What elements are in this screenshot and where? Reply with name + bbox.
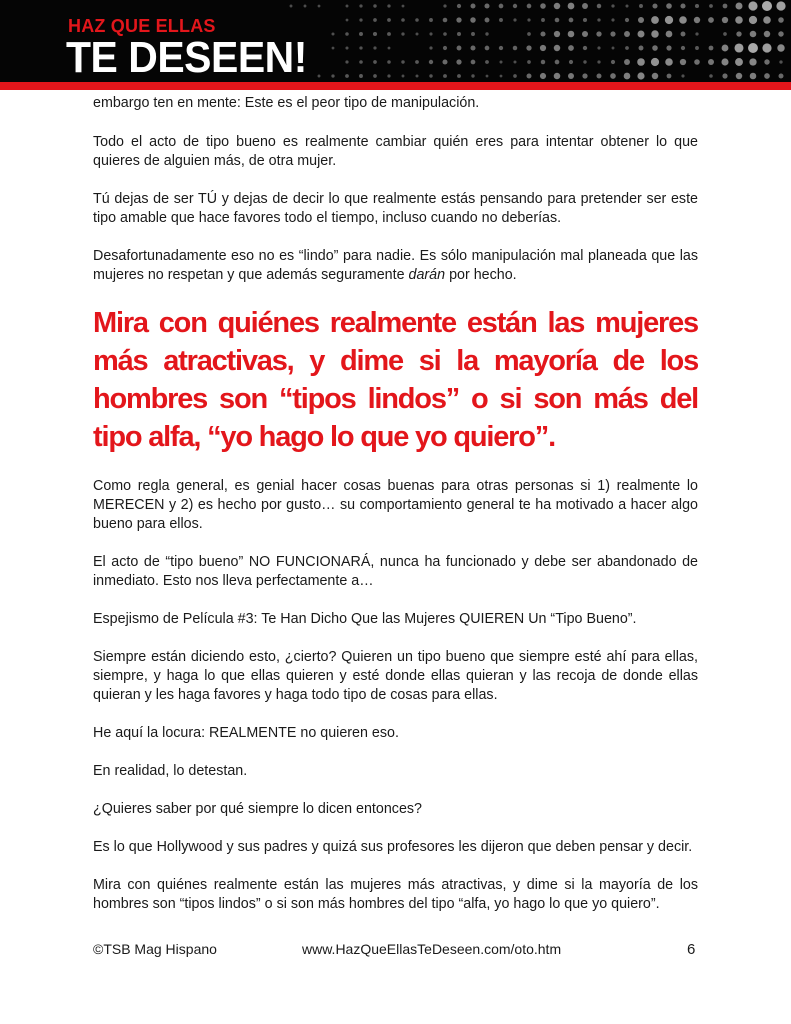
halftone-dot xyxy=(639,46,644,51)
paragraph: Es lo que Hollywood y sus padres y quizá sus profesores les dijeron que deben pensar y decir. xyxy=(93,839,693,855)
halftone-dot xyxy=(722,45,729,52)
halftone-dot xyxy=(651,30,659,38)
halftone-dot xyxy=(457,46,462,51)
halftone-dot xyxy=(597,4,601,8)
halftone-dot xyxy=(568,3,575,10)
halftone-dot xyxy=(722,73,727,78)
halftone-dot xyxy=(513,18,516,21)
halftone-dot xyxy=(373,32,377,36)
halftone-dot xyxy=(665,58,673,66)
halftone-dot xyxy=(457,32,461,36)
halftone-dot xyxy=(569,60,573,64)
halftone-dot xyxy=(388,47,391,50)
halftone-dot xyxy=(582,31,588,37)
halftone-dot xyxy=(764,59,769,64)
halftone-dot xyxy=(387,74,390,77)
halftone-dot xyxy=(555,60,560,65)
halftone-dot xyxy=(318,5,321,8)
halftone-dot xyxy=(568,73,574,79)
halftone-dot xyxy=(500,75,503,78)
halftone-dot xyxy=(709,4,713,8)
halftone-dot xyxy=(721,58,728,65)
halftone-dot xyxy=(331,32,334,35)
halftone-dot xyxy=(429,60,433,64)
halftone-dot xyxy=(499,18,503,22)
halftone-dot xyxy=(582,73,587,78)
halftone-dot xyxy=(583,18,587,22)
halftone-dot xyxy=(401,32,404,35)
halftone-dot xyxy=(610,73,616,79)
halftone-dot xyxy=(541,18,545,22)
header-red-stripe xyxy=(0,82,791,90)
halftone-dot xyxy=(387,4,390,7)
halftone-dot xyxy=(346,5,349,8)
halftone-dot xyxy=(681,46,685,50)
halftone-dot xyxy=(750,73,757,80)
halftone-dot xyxy=(443,18,448,23)
halftone-dot xyxy=(471,60,476,65)
halftone-dot xyxy=(373,60,377,64)
halftone-dot xyxy=(471,32,475,36)
halftone-dot xyxy=(485,18,490,23)
halftone-dot xyxy=(540,73,546,79)
halftone-dot xyxy=(526,45,531,50)
halftone-dot xyxy=(442,59,447,64)
halftone-dot xyxy=(443,4,446,7)
halftone-dot xyxy=(470,17,476,23)
halftone-dot xyxy=(499,60,502,63)
paragraph: El acto de “tipo bueno” NO FUNCIONARÁ, nunca ha funcionado y debe ser abandonado de inmediato. Esto nos lleva perfectamente a… xyxy=(93,554,698,589)
page-number: 6 xyxy=(687,941,696,958)
halftone-dot xyxy=(402,5,405,8)
halftone-dot xyxy=(318,75,321,78)
halftone-dot xyxy=(778,31,783,36)
halftone-dot xyxy=(331,74,334,77)
footer-url: www.HazQueEllasTeDeseen.com/oto.htm xyxy=(302,941,562,957)
halftone-dot xyxy=(681,32,686,37)
halftone-dot xyxy=(779,74,784,79)
halftone-dot xyxy=(415,60,419,64)
halftone-dot xyxy=(652,3,657,8)
halftone-dot xyxy=(666,31,673,38)
halftone-dot xyxy=(485,60,489,64)
halftone-dot xyxy=(540,45,546,51)
halftone-dots-decoration xyxy=(250,0,791,82)
halftone-dot xyxy=(443,74,447,78)
halftone-dot xyxy=(597,18,600,21)
paragraph: Todo el acto de tipo bueno es realmente cambiar quién eres para intentar obtener lo que quieres de alguien más, de otra mujer. xyxy=(93,134,698,169)
brand-title-line1: HAZ QUE ELLAS xyxy=(68,16,216,36)
paragraph: Tú dejas de ser TÚ y dejas de decir lo que realmente estás pensando para pretender ser este tipo amable que hace favores todo el tiempo, incluso cuando no deberías. xyxy=(93,191,698,226)
halftone-dot xyxy=(763,16,771,24)
halftone-dot xyxy=(499,46,503,50)
halftone-dot xyxy=(387,32,391,36)
section-heading: Espejismo de Película #3: Te Han Dicho Que las Mujeres QUIEREN Un “Tipo Bueno”. xyxy=(93,611,637,627)
paragraph: ¿Quieres saber por qué siempre lo dicen entonces? xyxy=(93,801,423,817)
callout-quote: Mira con quiénes realmente están las mujeres más atractivas, y dime si la mayoría de los hombres son “tipos lindos” o si son más del tipo alfa, “yo hago lo que yo quiero”. xyxy=(93,307,698,453)
halftone-dot xyxy=(762,1,772,11)
halftone-dot xyxy=(456,59,461,64)
halftone-dot xyxy=(470,45,475,50)
halftone-dot xyxy=(625,4,628,7)
halftone-dot xyxy=(695,32,698,35)
halftone-dot xyxy=(695,46,699,50)
halftone-dot xyxy=(639,4,643,8)
halftone-dot xyxy=(583,46,587,50)
halftone-dot xyxy=(749,58,756,65)
halftone-dot xyxy=(345,46,348,49)
halftone-dot xyxy=(415,32,418,35)
halftone-dot xyxy=(681,74,684,77)
halftone-dot xyxy=(652,45,658,51)
halftone-dot xyxy=(373,74,377,78)
halftone-dot xyxy=(596,31,601,36)
halftone-dot xyxy=(540,3,546,9)
halftone-dot xyxy=(429,32,432,35)
halftone-dot xyxy=(332,47,335,50)
halftone-dot xyxy=(416,75,419,78)
halftone-dot xyxy=(499,4,504,9)
paragraph: Como regla general, es genial hacer cosas buenas para otras personas si 1) realmente lo MERECEN y 2) es hecho por gusto… su comportamiento general te ha motivado a hacer algo bueno para ellos. xyxy=(93,478,698,532)
halftone-dot xyxy=(569,18,574,23)
halftone-dot xyxy=(610,31,615,36)
halftone-dot xyxy=(429,46,432,49)
halftone-dot xyxy=(666,45,671,50)
halftone-dot xyxy=(722,17,728,23)
halftone-dot xyxy=(680,59,686,65)
halftone-dot xyxy=(457,74,461,78)
paragraph-continued: embargo ten en mente: Este es el peor tipo de manipulación. xyxy=(93,95,480,111)
halftone-dot xyxy=(748,1,757,10)
halftone-dot xyxy=(485,32,488,35)
halftone-dot xyxy=(401,60,404,63)
page-header xyxy=(0,0,791,82)
halftone-dot xyxy=(554,73,561,80)
halftone-dot xyxy=(651,16,659,24)
halftone-dot xyxy=(694,17,700,23)
halftone-dot xyxy=(750,31,757,38)
brand-title-line2: TE DESEEN! xyxy=(66,33,307,82)
page-body xyxy=(93,94,698,933)
halftone-dot xyxy=(736,3,743,10)
halftone-dot xyxy=(736,31,741,36)
halftone-dot xyxy=(415,18,419,22)
halftone-dot xyxy=(513,74,517,78)
halftone-dot xyxy=(513,46,518,51)
halftone-dot xyxy=(680,3,685,8)
halftone-dot xyxy=(471,4,476,9)
halftone-dot xyxy=(359,46,362,49)
halftone-dot xyxy=(762,43,771,52)
paragraph: He aquí la locura: REALMENTE no quieren eso. xyxy=(93,725,399,741)
halftone-dot xyxy=(554,3,561,10)
halftone-dot xyxy=(387,18,391,22)
text-run: Desafortunadamente eso no es “lindo” para nadie. Es sólo manipulación mal planeada que las mujeres no respetan y que además seguramente xyxy=(93,248,698,283)
halftone-dot xyxy=(611,18,614,21)
halftone-dot xyxy=(708,59,714,65)
halftone-dot xyxy=(638,17,644,23)
halftone-dot xyxy=(611,4,614,7)
halftone-dot xyxy=(695,4,699,8)
halftone-dot xyxy=(401,18,405,22)
halftone-dot xyxy=(304,5,307,8)
halftone-dot xyxy=(443,46,447,50)
halftone-dot xyxy=(345,32,349,36)
halftone-dot xyxy=(373,18,377,22)
halftone-dot xyxy=(456,17,461,22)
halftone-dot xyxy=(359,74,363,78)
halftone-dot xyxy=(457,4,461,8)
halftone-dot xyxy=(777,44,784,51)
halftone-dot xyxy=(373,46,376,49)
halftone-dot xyxy=(359,32,363,36)
halftone-dot xyxy=(541,60,545,64)
halftone-dot xyxy=(736,73,743,80)
halftone-dot xyxy=(694,59,700,65)
halftone-dot xyxy=(764,31,770,37)
halftone-dot xyxy=(748,43,758,53)
halftone-dot xyxy=(779,60,782,63)
halftone-dot xyxy=(665,16,673,24)
halftone-dot xyxy=(583,60,586,63)
halftone-dot xyxy=(443,32,447,36)
halftone-dot xyxy=(709,46,714,51)
halftone-dot xyxy=(527,74,532,79)
halftone-dot xyxy=(485,46,490,51)
halftone-dot xyxy=(776,1,785,10)
halftone-dot xyxy=(624,59,630,65)
halftone-dot xyxy=(611,60,615,64)
paragraph: Mira con quiénes realmente están las mujeres más atractivas, y dime si la mayoría de los hombres son “tipos lindos” o si son más hombres del tipo “alfa, yo hago lo que yo quiero”. xyxy=(93,877,698,912)
halftone-dot xyxy=(735,16,743,24)
halftone-dot xyxy=(554,45,560,51)
halftone-dot xyxy=(734,43,743,52)
halftone-dot xyxy=(666,3,672,9)
halftone-dot xyxy=(597,46,600,49)
halftone-dot xyxy=(679,16,687,24)
halftone-dot xyxy=(612,47,615,50)
halftone-dot xyxy=(723,32,727,36)
halftone-dot xyxy=(637,30,644,37)
halftone-dot xyxy=(429,18,433,22)
halftone-dot xyxy=(625,46,629,50)
halftone-dot xyxy=(709,74,713,78)
halftone-dot xyxy=(596,73,601,78)
halftone-dot xyxy=(624,31,630,37)
halftone-dot xyxy=(346,19,349,22)
halftone-dot xyxy=(527,60,531,64)
halftone-dot xyxy=(345,74,349,78)
paragraph xyxy=(93,247,698,285)
halftone-dot xyxy=(568,31,575,38)
halftone-dot xyxy=(527,32,531,36)
halftone-dot xyxy=(764,73,770,79)
halftone-dot xyxy=(290,5,293,8)
halftone-dot xyxy=(359,18,362,21)
halftone-dot xyxy=(555,18,560,23)
halftone-dot xyxy=(778,17,784,23)
halftone-dot xyxy=(359,4,362,7)
halftone-dot xyxy=(540,31,545,36)
emphasized-word: darán xyxy=(408,267,446,283)
halftone-dot xyxy=(597,60,600,63)
halftone-dot xyxy=(735,58,743,66)
halftone-dot xyxy=(582,3,588,9)
halftone-dot xyxy=(637,72,644,79)
halftone-dot xyxy=(554,31,560,37)
halftone-dot xyxy=(527,18,530,21)
paragraph: En realidad, lo detestan. xyxy=(93,763,248,779)
halftone-dot xyxy=(624,73,631,80)
halftone-dot xyxy=(486,75,489,78)
footer-copyright: ©TSB Mag Hispano xyxy=(93,941,217,957)
halftone-dot xyxy=(749,16,757,24)
halftone-dot xyxy=(651,58,659,66)
halftone-dot xyxy=(652,73,659,80)
halftone-dot xyxy=(345,60,348,63)
halftone-dot xyxy=(667,74,672,79)
text-run: por hecho. xyxy=(445,267,517,283)
halftone-dot xyxy=(637,58,645,66)
halftone-dot xyxy=(708,17,714,23)
halftone-dot xyxy=(723,4,728,9)
halftone-dot xyxy=(471,74,474,77)
halftone-dot xyxy=(429,74,432,77)
halftone-dot xyxy=(373,4,376,7)
paragraph: Siempre están diciendo esto, ¿cierto? Quieren un tipo bueno que siempre esté ahí para ellas, siempre, y haga lo que ellas quieren y esté donde ellas quieran y las recoja de donde ellas quieran y les haga favores y haga todo tipo de cosas para ellas. xyxy=(93,649,698,703)
halftone-dot xyxy=(513,60,516,63)
halftone-dot xyxy=(387,60,391,64)
halftone-dot xyxy=(625,18,629,22)
halftone-dot xyxy=(359,60,363,64)
halftone-dot xyxy=(513,4,517,8)
halftone-dot xyxy=(484,3,489,8)
halftone-dot xyxy=(527,4,532,9)
halftone-dot xyxy=(568,45,574,51)
halftone-dot xyxy=(402,75,405,78)
